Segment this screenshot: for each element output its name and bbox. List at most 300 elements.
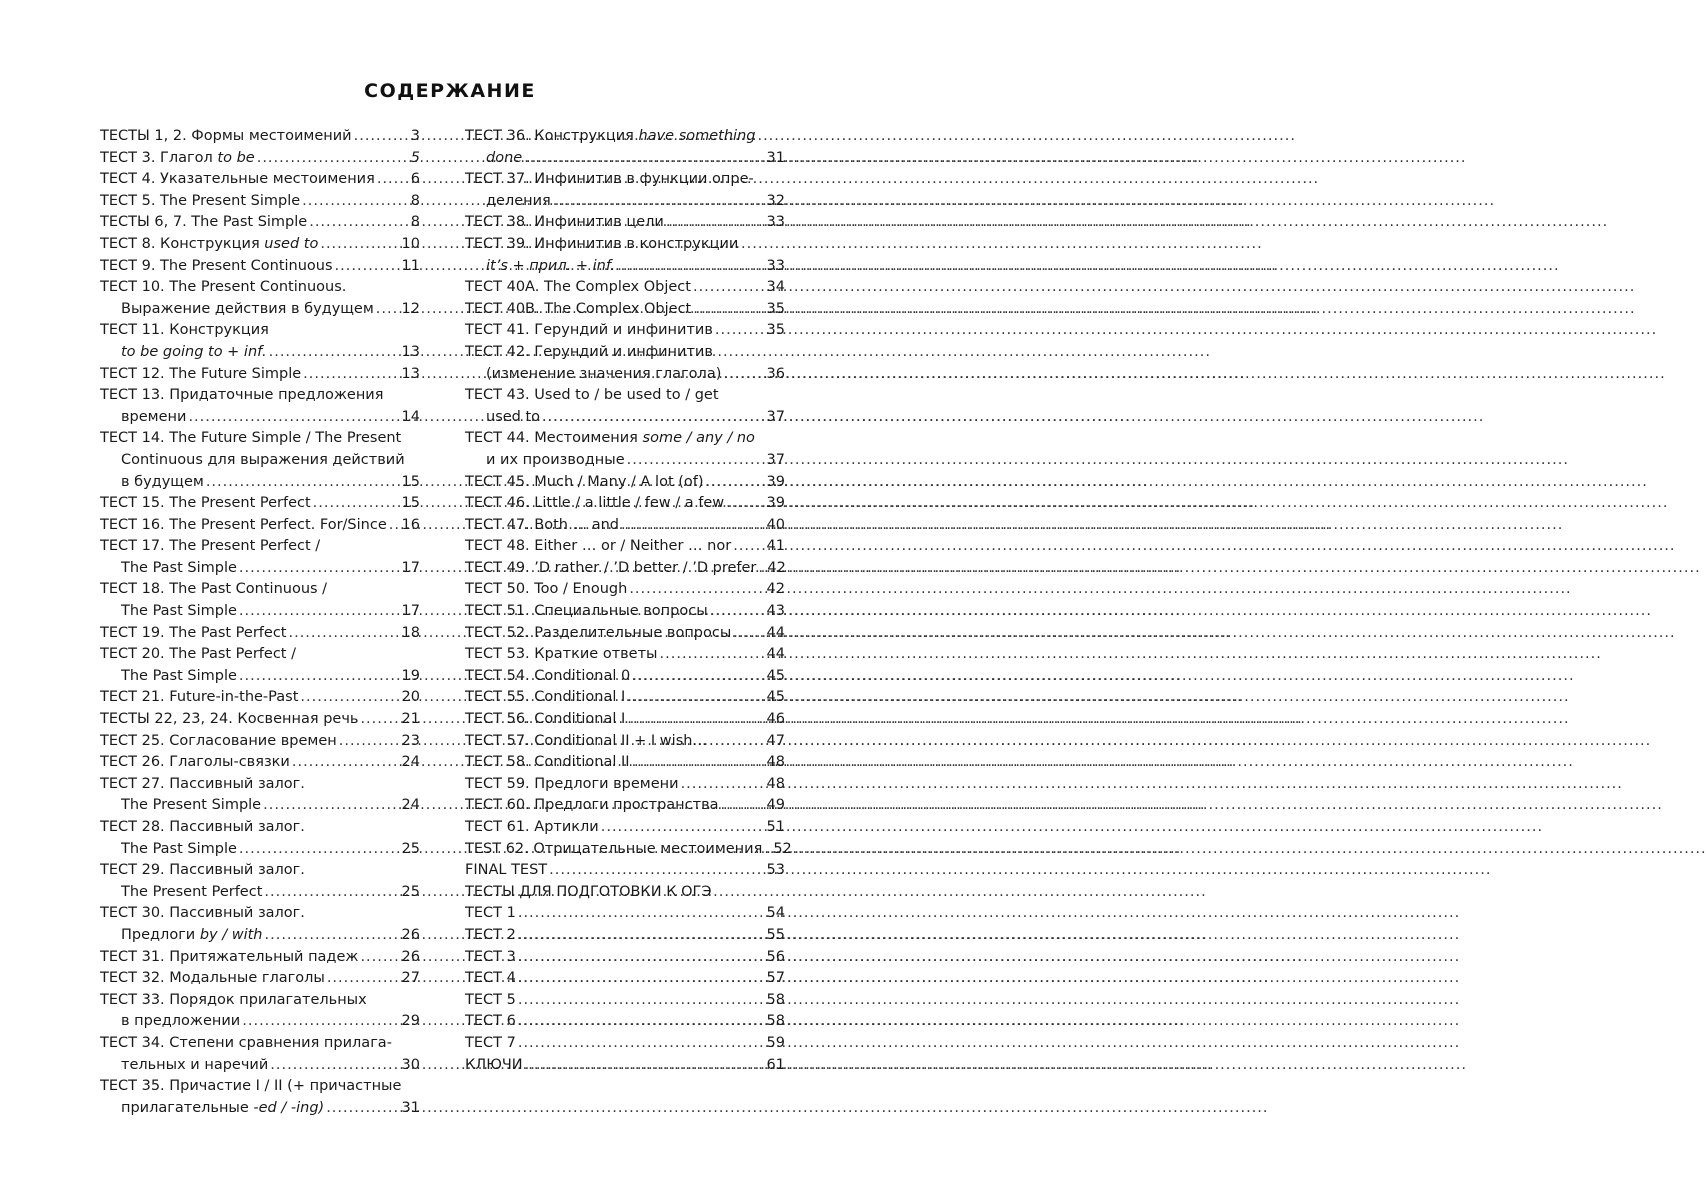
toc-entry-text: ТЕСТ 26. Глаголы-связки (100, 754, 290, 771)
toc-entry-text: ТЕСТ 2 (465, 926, 516, 943)
toc-entry-title (100, 212, 307, 234)
toc-entry-title (465, 1055, 523, 1077)
toc-entry (100, 126, 420, 148)
toc-entry-text: ТЕСТ 46. Little / a little / few / a few (465, 495, 725, 512)
dot-leader (313, 493, 399, 515)
toc-entry-text: ТЕСТ 6 (465, 1013, 516, 1030)
toc-entry (465, 558, 785, 580)
page-number: 21 (401, 711, 420, 728)
toc-entry-text: ТЕСТ 4. Указательные местоимения (100, 171, 375, 188)
page-number: 49 (766, 797, 785, 814)
page-number: 3 (410, 128, 420, 144)
toc-line (465, 472, 785, 494)
toc-line (465, 752, 785, 774)
toc-entry-text: ТЕСТ 1 (465, 905, 516, 922)
page-number: 53 (766, 862, 785, 879)
toc-entry-title (100, 1076, 401, 1098)
toc-entry-title (100, 385, 383, 407)
toc-line (465, 601, 785, 623)
toc-entry-title (465, 579, 627, 601)
toc-entry-title (100, 515, 387, 537)
toc-entry (465, 342, 785, 385)
toc-line (465, 407, 785, 429)
dot-leader (188, 407, 398, 429)
toc-line (465, 385, 785, 407)
toc-entry-title (465, 903, 516, 925)
toc-entry (465, 817, 785, 839)
toc-entry (465, 623, 785, 645)
dot-leader (360, 709, 398, 731)
toc-entry (465, 687, 785, 709)
toc-entry-title (100, 579, 327, 601)
toc-entry-text: used to (486, 408, 541, 425)
toc-entry (465, 947, 785, 969)
dot-leader (518, 1033, 764, 1055)
toc-entry-italic-text: by / with (199, 926, 263, 943)
toc-entry-text: ТЕСТ 32. Модальные глаголы (100, 970, 325, 987)
dot-leader (300, 687, 398, 709)
toc-entry-title (465, 990, 516, 1012)
toc-entry-title (100, 817, 305, 839)
toc-entry (465, 752, 785, 774)
toc-entry-title (465, 709, 625, 731)
toc-entry-title (465, 515, 619, 537)
toc-entry-text: ТЕСТЫ 22, 23, 24. Косвенная речь (100, 711, 359, 728)
toc-entry-italic-text: done (486, 149, 523, 166)
toc-entry (100, 1076, 420, 1119)
toc-line (100, 234, 420, 256)
dot-leader (721, 795, 764, 817)
toc-entry (465, 601, 785, 623)
toc-line (100, 644, 420, 666)
toc-entry-title (465, 1033, 516, 1055)
toc-line (465, 925, 785, 947)
toc-line (100, 320, 420, 342)
toc-entry-title (121, 1055, 268, 1077)
dot-leader (377, 169, 408, 191)
toc-entry-title (465, 623, 731, 645)
toc-line (465, 687, 785, 709)
toc-entry (465, 428, 785, 471)
toc-entry-title (465, 428, 755, 450)
page-number: 37 (766, 408, 785, 425)
toc-entry (100, 536, 420, 579)
toc-entry-title (121, 882, 262, 904)
toc-line (100, 947, 420, 969)
toc-entry-title (100, 169, 375, 191)
page-number: 32 (766, 192, 785, 209)
toc-entry-text: ТЕСТ 34. Степени сравнения прилага- (100, 1034, 392, 1051)
toc-entry-title (100, 860, 305, 882)
toc-entry-title (465, 968, 516, 990)
toc-line (465, 1011, 785, 1033)
toc-entry-text: ТЕСТ 5. The Present Simple (100, 192, 301, 209)
toc-entry-italic-text: it’s + прил. + inf. (486, 257, 616, 274)
dot-leader (269, 342, 399, 364)
dot-leader (265, 925, 399, 947)
dot-leader (239, 666, 399, 688)
toc-entry-text: ТЕСТ 43. Used to / be used to / get (465, 387, 719, 404)
toc-entry-text: ТЕСТ 18. The Past Continuous / (100, 581, 328, 598)
toc-line (100, 968, 420, 990)
toc-entry-title (465, 666, 630, 688)
toc-entry-text: ТЕСТ 30. Пассивный залог. (100, 905, 305, 922)
dot-leader (627, 450, 764, 472)
toc-entry (100, 148, 420, 170)
toc-entry (100, 644, 420, 687)
page-number: 26 (401, 926, 420, 943)
toc-entry (100, 903, 420, 946)
page-number: 52 (773, 840, 792, 857)
toc-entry (100, 709, 420, 731)
toc-line (465, 536, 785, 558)
toc-entry (465, 1033, 785, 1055)
toc-entry-title (121, 601, 237, 623)
toc-entry (465, 493, 785, 515)
page-number: 42 (766, 581, 785, 598)
toc-line (100, 817, 420, 839)
toc-entry (100, 493, 420, 515)
page-number: 10 (401, 235, 420, 252)
toc-entry-text: The Present Simple (121, 797, 262, 814)
toc-entry-title (100, 256, 333, 278)
dot-leader (354, 126, 408, 148)
dot-leader (335, 256, 399, 278)
toc-line (465, 320, 785, 342)
page-number: 56 (766, 948, 785, 965)
toc-line (100, 407, 420, 429)
toc-entry-text: TEST 62. Отрицательные местоимения (465, 840, 763, 857)
toc-line (465, 299, 785, 321)
toc-line (100, 601, 420, 623)
page-number: 57 (766, 970, 785, 987)
toc-entry-title (465, 839, 762, 861)
toc-entry-title (100, 536, 320, 558)
page-number: 58 (766, 991, 785, 1008)
toc-entry-text: ТЕСТ 49. ’D rather / ’D better / ’D prefer (465, 559, 757, 576)
page-number: 45 (766, 667, 785, 684)
toc-entry-title (100, 1033, 392, 1055)
page-number: 25 (401, 883, 420, 900)
toc-entry-text: ТЕСТ 28. Пассивный залог. (100, 819, 305, 835)
toc-entry-text: ТЕСТ 35. Причастие I / II (+ причастные (100, 1078, 402, 1095)
toc-line (465, 515, 785, 537)
toc-line (465, 234, 785, 256)
toc-line (100, 342, 420, 364)
toc-line (465, 1055, 785, 1077)
toc-entry-title (465, 817, 599, 839)
toc-entry (100, 169, 420, 191)
toc-entry-title (465, 126, 755, 148)
toc-entry (465, 882, 785, 904)
dot-leader (518, 1011, 764, 1033)
page-number: 17 (401, 603, 420, 620)
toc-entry (465, 126, 785, 169)
toc-line (100, 752, 420, 774)
toc-entry-text: ТЕСТЫ ДЛЯ ПОДГОТОВКИ К ОГЭ (465, 883, 712, 900)
toc-entry-text: ТЕСТ 33. Порядок прилагательных (100, 991, 367, 1008)
dot-leader (693, 277, 764, 299)
toc-entry-text: ТЕСТ 61. Артикли (465, 819, 599, 835)
toc-entry-title (465, 169, 754, 191)
toc-entry-text: ТЕСТ 52. Разделительные вопросы (465, 624, 732, 641)
toc-entry (465, 968, 785, 990)
toc-entry-text: ТЕСТ 36. Конструкция (465, 128, 639, 144)
dot-leader (270, 1055, 398, 1077)
dot-leader (239, 601, 399, 623)
toc-entry-title (100, 731, 337, 753)
toc-entry-text: (изменение значения глагола) (486, 365, 722, 382)
toc-entry (100, 774, 420, 817)
toc-line (465, 428, 785, 450)
toc-entry (100, 990, 420, 1033)
toc-entry-title (100, 277, 346, 299)
toc-line (465, 256, 785, 278)
toc-entry (465, 795, 785, 817)
toc-entry (465, 472, 785, 494)
page-number: 14 (401, 408, 420, 425)
toc-entry-text: Выражение действия в будущем (121, 300, 374, 317)
page-number: 55 (766, 926, 785, 943)
toc-entry-text: прилагательные (121, 1099, 254, 1116)
toc-entry-text: ТЕСТ 51. Специальные вопросы (465, 603, 708, 620)
page-number: 46 (766, 711, 785, 728)
toc-entry-text: ТЕСТ 10. The Present Continuous. (100, 279, 347, 296)
toc-entry (100, 968, 420, 990)
toc-line (100, 212, 420, 234)
toc-entry-title (465, 234, 738, 256)
toc-entry-text: The Past Simple (121, 559, 237, 576)
dot-leader (733, 623, 763, 645)
toc-line (100, 126, 420, 148)
toc-entry (465, 579, 785, 601)
toc-entry-text: ТЕСТ 7 (465, 1034, 516, 1051)
page-number: 34 (766, 279, 785, 296)
toc-line (465, 450, 785, 472)
toc-entry-title (465, 385, 719, 407)
toc-entry (465, 515, 785, 537)
toc-entry-title (100, 126, 352, 148)
page-number: 18 (401, 624, 420, 641)
toc-entry (465, 385, 785, 428)
toc-entry-title (121, 450, 405, 472)
toc-entry (465, 990, 785, 1012)
toc-entry-text: времени (121, 408, 187, 425)
toc-entry-text: ТЕСТ 42. Герундий и инфинитив (465, 343, 713, 360)
page-number: 58 (766, 1013, 785, 1030)
toc-entry-text: ТЕСТЫ 1, 2. Формы местоимений (100, 128, 352, 144)
toc-entry (100, 860, 420, 903)
toc-entry-title (100, 709, 358, 731)
toc-entry-text: ТЕСТ 17. The Present Perfect / (100, 538, 321, 555)
page-number: 35 (766, 322, 785, 339)
toc-line (465, 342, 785, 364)
toc-line (100, 428, 420, 450)
toc-entry-title (121, 472, 204, 494)
toc-line (100, 450, 420, 472)
toc-line (465, 493, 785, 515)
toc-entry-text: ТЕСТ 56. Conditional I (465, 711, 626, 728)
toc-line (100, 493, 420, 515)
toc-entry-title (121, 1098, 324, 1120)
toc-line (100, 687, 420, 709)
page-number: 27 (401, 970, 420, 987)
toc-line (465, 774, 785, 796)
toc-entry-text: и их производные (486, 451, 625, 468)
page-number: 29 (401, 1013, 420, 1030)
toc-entry-text: ТЕСТ 25. Согласование времен (100, 732, 337, 749)
dot-leader (320, 234, 398, 256)
toc-entry-text: ТЕСТ 59. Предлоги времени (465, 775, 679, 792)
dot-leader (257, 148, 408, 170)
toc-line (100, 795, 420, 817)
page-number: 12 (401, 300, 420, 317)
toc-entry-text: ТЕСТ 3. Глагол (100, 149, 218, 166)
dot-leader (666, 212, 764, 234)
dot-leader (242, 1011, 398, 1033)
toc-entry-text: ТЕСТ 37. Инфинитив в функции опре- (465, 171, 754, 188)
dot-leader (632, 752, 764, 774)
dot-leader (758, 558, 764, 580)
toc-entry (100, 234, 420, 256)
toc-entry-title (465, 947, 516, 969)
toc-entry-title (121, 795, 261, 817)
dot-leader (542, 407, 764, 429)
dot-leader (206, 472, 399, 494)
toc-entry-title (121, 558, 237, 580)
toc-entry (465, 234, 785, 277)
toc-line (100, 558, 420, 580)
dot-leader (621, 515, 764, 537)
page-number: 8 (410, 192, 420, 209)
toc-entry-title (121, 925, 263, 947)
toc-line (100, 299, 420, 321)
toc-entry-text: ТЕСТ 55. Conditional I (465, 689, 626, 706)
toc-entry-title (465, 860, 547, 882)
dot-leader (726, 493, 763, 515)
toc-entry-text: ТЕСТ 58. Conditional II (465, 754, 630, 771)
toc-line (100, 364, 420, 386)
toc-entry-title (100, 364, 301, 386)
page-number: 13 (401, 343, 420, 360)
toc-line (465, 1033, 785, 1055)
toc-entry-title (465, 644, 658, 666)
dot-leader (706, 472, 764, 494)
toc-entry-text: в будущем (121, 473, 204, 490)
toc-line (100, 623, 420, 645)
toc-line (100, 839, 420, 861)
toc-entry-text: FINAL TEST (465, 862, 548, 879)
page-number: 48 (766, 754, 785, 771)
toc-entry-text: ТЕСТ 11. Конструкция (100, 322, 269, 339)
toc-entry-title (486, 450, 625, 472)
page-title: СОДЕРЖАНИЕ (364, 80, 536, 102)
page-number: 61 (766, 1056, 785, 1073)
dot-leader (764, 839, 770, 861)
toc-line (465, 644, 785, 666)
dot-leader (263, 795, 398, 817)
page-number: 59 (766, 1034, 785, 1051)
toc-entry (100, 817, 420, 860)
toc-entry-text: ТЕСТ 20. The Past Perfect / (100, 646, 296, 663)
toc-entry-text: ТЕСТ 54. Conditional 0 (465, 667, 631, 684)
toc-line (465, 191, 785, 213)
page-number: 48 (766, 775, 785, 792)
toc-entry (465, 1055, 785, 1077)
toc-entry-text: The Past Simple (121, 840, 237, 857)
dot-leader (549, 860, 763, 882)
toc-entry (100, 947, 420, 969)
dot-leader (525, 1055, 764, 1077)
toc-line (100, 709, 420, 731)
page-number: 43 (766, 603, 785, 620)
toc-entry (465, 903, 785, 925)
toc-entry (100, 731, 420, 753)
toc-entry-text: ТЕСТ 50. Too / Enough (465, 581, 628, 598)
toc-entry (100, 256, 420, 278)
toc-line (100, 731, 420, 753)
dot-leader (709, 731, 764, 753)
toc-line (465, 731, 785, 753)
toc-entry-title (465, 472, 704, 494)
toc-entry-title (100, 687, 298, 709)
toc-entry-text: ТЕСТ 14. The Future Simple / The Present (100, 430, 402, 447)
page-number: 40 (766, 516, 785, 533)
toc-entry-text: ТЕСТ 13. Придаточные предложения (100, 387, 384, 404)
toc-entry-text: тельных и наречий (121, 1056, 269, 1073)
toc-entry-title (100, 990, 367, 1012)
toc-line (100, 579, 420, 601)
toc-line (465, 558, 785, 580)
dot-leader (627, 709, 763, 731)
toc-entry (465, 1011, 785, 1033)
dot-leader (715, 320, 764, 342)
toc-entry-title (465, 320, 713, 342)
toc-entry-text: ТЕСТ 60. Предлоги пространства (465, 797, 719, 814)
toc-entry-text: ТЕСТ 4 (465, 970, 516, 987)
toc-entry-text: ТЕСТ 21. Future-in-the-Past (100, 689, 299, 706)
toc-entry-title (121, 1011, 240, 1033)
page-number: 37 (766, 451, 785, 468)
toc-entry (465, 839, 792, 861)
toc-entry-title (465, 1011, 516, 1033)
toc-entry-title (465, 795, 719, 817)
toc-entry-title (100, 234, 318, 256)
toc-entry-title (465, 299, 691, 321)
toc-right-column (465, 126, 792, 1076)
page-number: 31 (766, 149, 785, 166)
toc-entry (465, 731, 785, 753)
dot-leader (632, 666, 763, 688)
toc-entry-title (486, 191, 551, 213)
toc-entry (100, 212, 420, 234)
toc-entry-text: Предлоги (121, 926, 200, 943)
page-number: 33 (766, 257, 785, 274)
toc-line (465, 666, 785, 688)
toc-entry-title (100, 493, 311, 515)
page-number: 30 (401, 1056, 420, 1073)
toc-entry (100, 277, 420, 320)
toc-entry-text: ТЕСТ 39. Инфинитив в конструкции (465, 235, 739, 252)
dot-leader (292, 752, 399, 774)
toc-entry-text: ТЕСТ 53. Краткие ответы (465, 646, 658, 663)
dot-leader (723, 364, 763, 386)
toc-line (100, 536, 420, 558)
toc-entry-text: ТЕСТ 45. Much / Many / A lot (of) (465, 473, 704, 490)
page-number: 35 (766, 300, 785, 317)
toc-entry-text: ТЕСТ 12. The Future Simple (100, 365, 302, 382)
page-number: 47 (766, 732, 785, 749)
